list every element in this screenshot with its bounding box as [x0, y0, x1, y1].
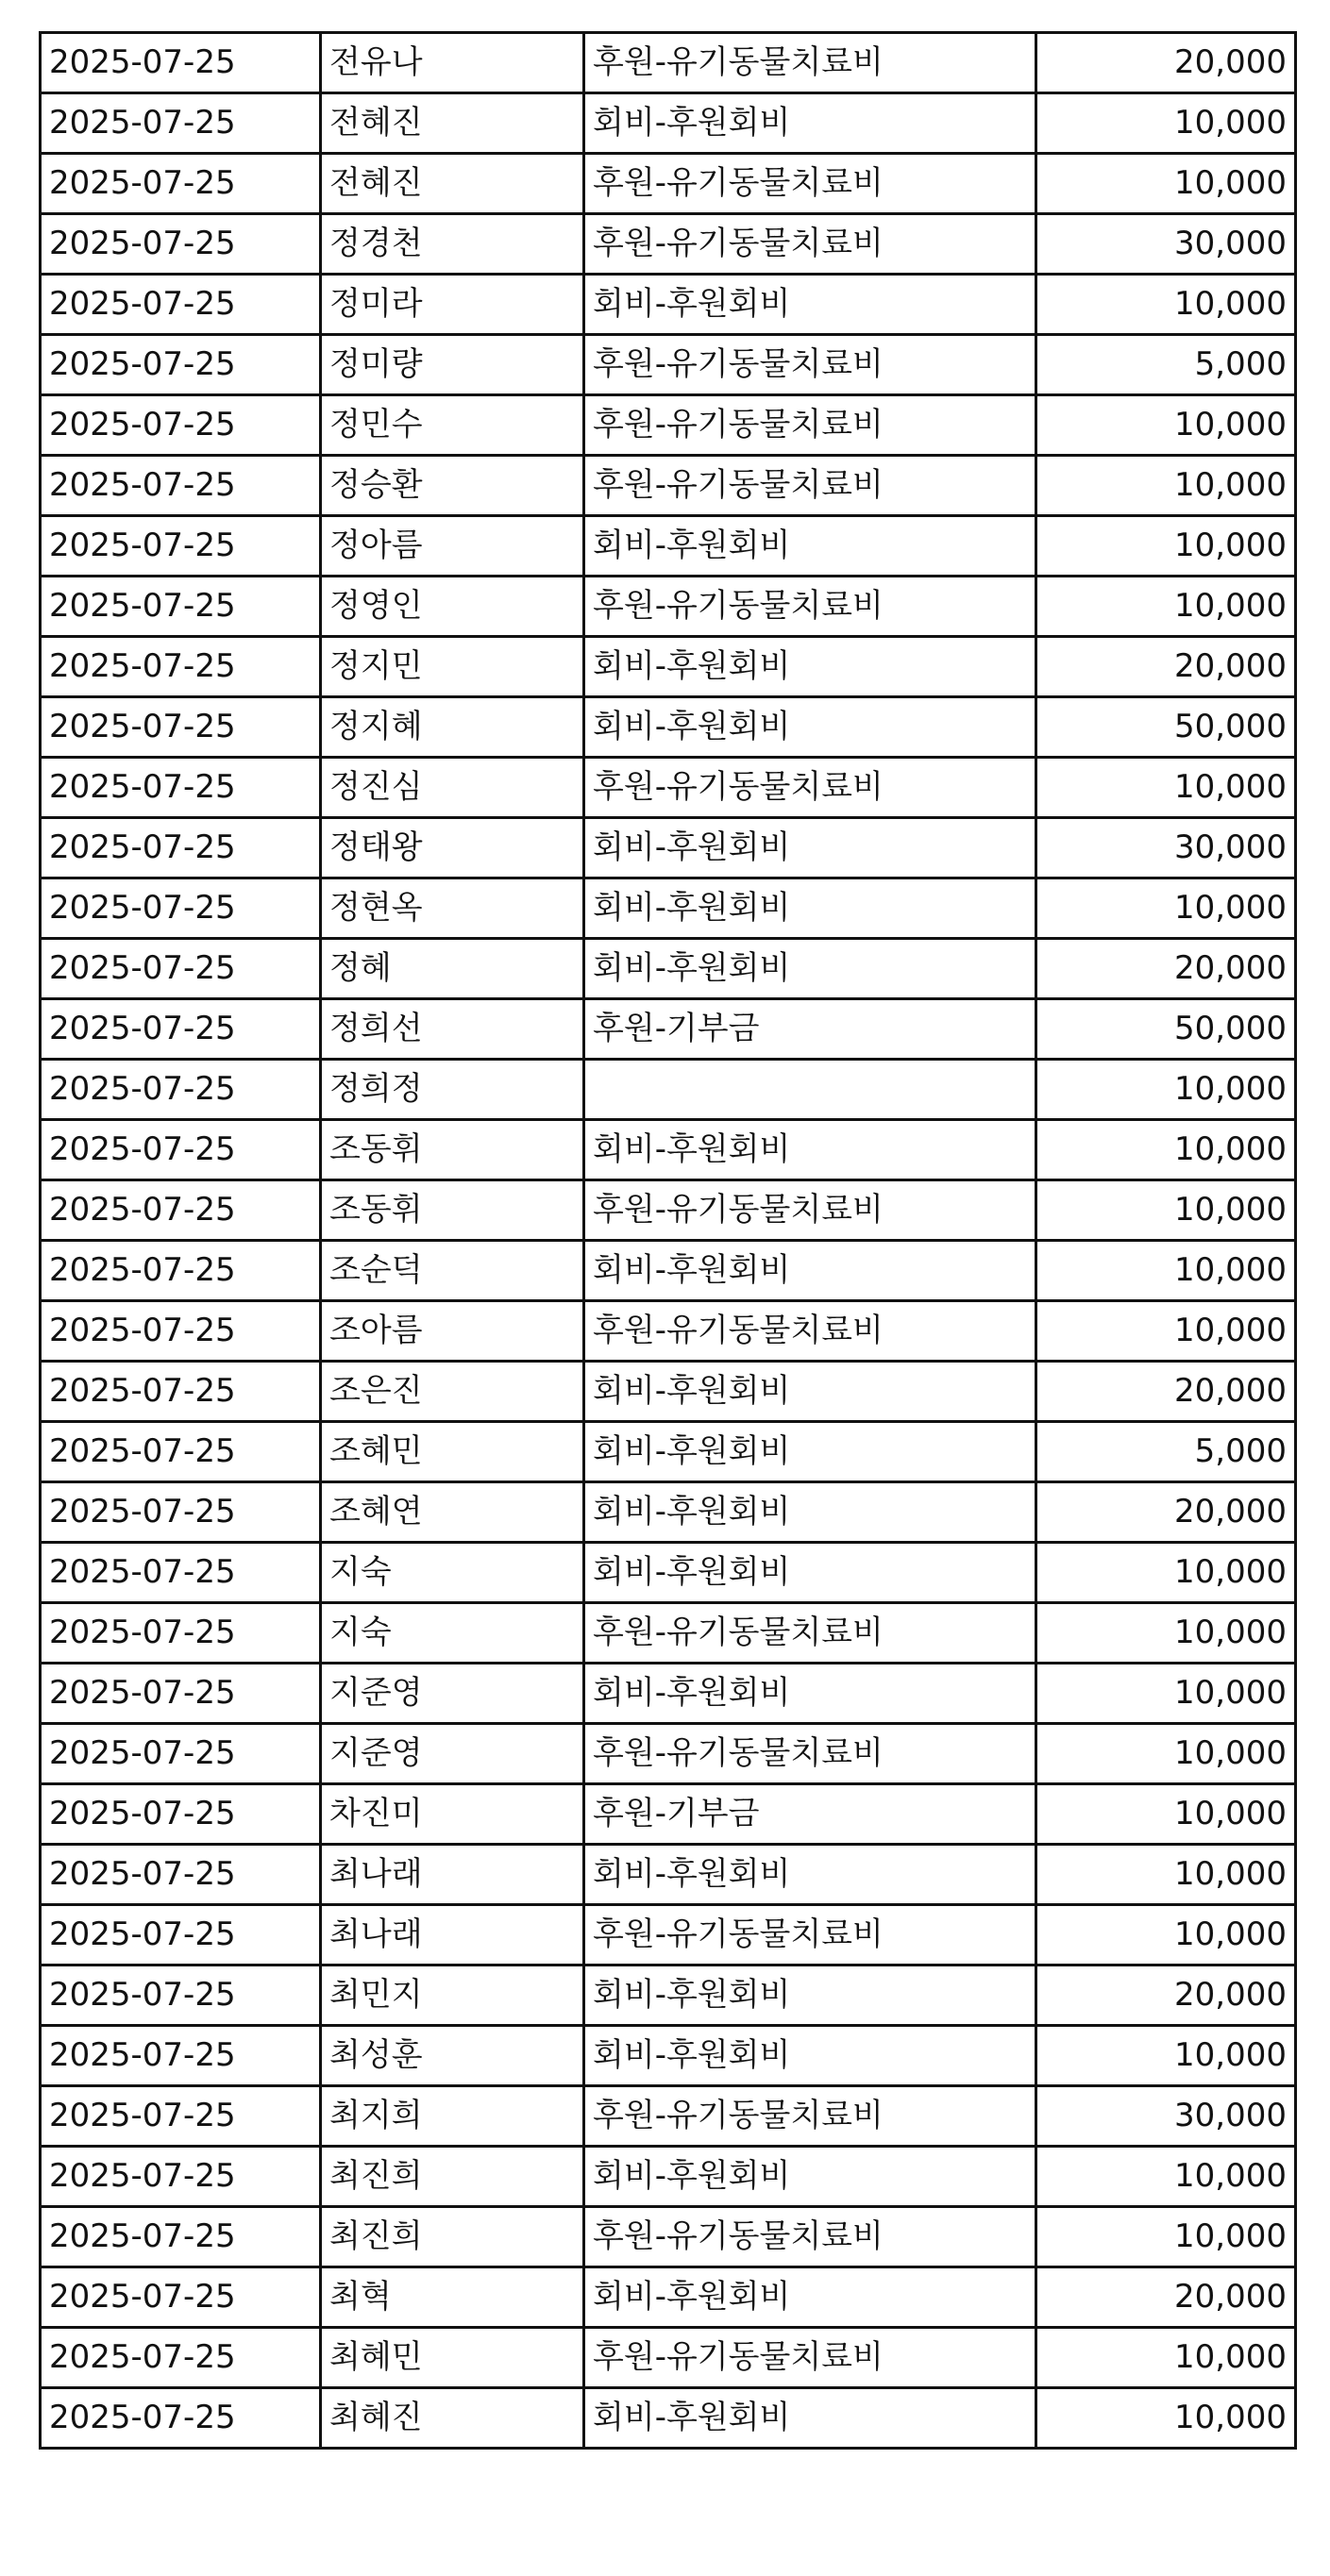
category-cell: 회비-후원회비	[584, 2147, 1036, 2207]
table-row	[41, 818, 1296, 878]
category-cell: 회비-후원회비	[584, 637, 1036, 697]
date-cell: 2025-07-25	[41, 2026, 321, 2086]
amount-cell: 10,000	[1036, 1905, 1296, 1965]
table-row	[41, 1965, 1296, 2026]
table-row	[41, 2388, 1296, 2449]
table-row	[41, 2147, 1296, 2207]
category-cell: 회비-후원회비	[584, 1482, 1036, 1543]
amount-cell: 10,000	[1036, 1664, 1296, 1724]
donor-name-cell: 전혜진	[321, 93, 584, 154]
category-cell: 후원-기부금	[584, 1784, 1036, 1845]
date-cell: 2025-07-25	[41, 1241, 321, 1301]
table-row	[41, 1060, 1296, 1120]
table-row	[41, 758, 1296, 818]
category-cell: 후원-유기동물치료비	[584, 2207, 1036, 2267]
amount-cell: 30,000	[1036, 214, 1296, 275]
amount-cell: 20,000	[1036, 939, 1296, 999]
date-cell: 2025-07-25	[41, 93, 321, 154]
table-row	[41, 1845, 1296, 1905]
amount-cell: 10,000	[1036, 2328, 1296, 2388]
category-cell: 회비-후원회비	[584, 2026, 1036, 2086]
table-row	[41, 999, 1296, 1060]
amount-cell: 5,000	[1036, 1422, 1296, 1482]
donor-name-cell: 정경천	[321, 214, 584, 275]
amount-cell: 50,000	[1036, 697, 1296, 758]
table-row	[41, 154, 1296, 214]
table-row	[41, 2207, 1296, 2267]
category-cell: 회비-후원회비	[584, 2267, 1036, 2328]
date-cell: 2025-07-25	[41, 275, 321, 335]
date-cell: 2025-07-25	[41, 395, 321, 456]
category-cell	[584, 1060, 1036, 1120]
category-cell: 회비-후원회비	[584, 93, 1036, 154]
amount-cell: 10,000	[1036, 395, 1296, 456]
date-cell: 2025-07-25	[41, 1120, 321, 1180]
date-cell: 2025-07-25	[41, 1905, 321, 1965]
category-cell: 후원-유기동물치료비	[584, 758, 1036, 818]
donor-name-cell: 전유나	[321, 33, 584, 93]
category-cell: 회비-후원회비	[584, 1422, 1036, 1482]
category-cell: 회비-후원회비	[584, 1845, 1036, 1905]
date-cell: 2025-07-25	[41, 2147, 321, 2207]
category-cell: 회비-후원회비	[584, 516, 1036, 577]
category-cell: 회비-후원회비	[584, 1120, 1036, 1180]
category-cell: 후원-유기동물치료비	[584, 1301, 1036, 1362]
date-cell: 2025-07-25	[41, 2207, 321, 2267]
donor-name-cell: 최진희	[321, 2147, 584, 2207]
amount-cell: 20,000	[1036, 1482, 1296, 1543]
table-row	[41, 1482, 1296, 1543]
table-row	[41, 214, 1296, 275]
donor-name-cell: 정승환	[321, 456, 584, 516]
donor-name-cell: 조아름	[321, 1301, 584, 1362]
donor-name-cell: 정혜	[321, 939, 584, 999]
table-row	[41, 2328, 1296, 2388]
category-cell: 후원-유기동물치료비	[584, 1905, 1036, 1965]
donor-name-cell: 정민수	[321, 395, 584, 456]
table-row	[41, 637, 1296, 697]
category-cell: 회비-후원회비	[584, 878, 1036, 939]
donor-name-cell: 정미량	[321, 335, 584, 395]
amount-cell: 10,000	[1036, 1301, 1296, 1362]
amount-cell: 10,000	[1036, 1241, 1296, 1301]
category-cell: 회비-후원회비	[584, 818, 1036, 878]
amount-cell: 20,000	[1036, 2267, 1296, 2328]
donor-name-cell: 지숙	[321, 1603, 584, 1664]
date-cell: 2025-07-25	[41, 577, 321, 637]
table-row	[41, 2086, 1296, 2147]
donor-name-cell: 조혜연	[321, 1482, 584, 1543]
table-row	[41, 395, 1296, 456]
table-row	[41, 939, 1296, 999]
donor-name-cell: 조동휘	[321, 1180, 584, 1241]
date-cell: 2025-07-25	[41, 1664, 321, 1724]
donor-name-cell: 조동휘	[321, 1120, 584, 1180]
table-row	[41, 33, 1296, 93]
donor-name-cell: 정미라	[321, 275, 584, 335]
donor-name-cell: 전혜진	[321, 154, 584, 214]
amount-cell: 50,000	[1036, 999, 1296, 1060]
date-cell: 2025-07-25	[41, 214, 321, 275]
donation-ledger-table	[39, 31, 1297, 2450]
amount-cell: 10,000	[1036, 1724, 1296, 1784]
category-cell: 후원-유기동물치료비	[584, 1603, 1036, 1664]
table-row	[41, 2026, 1296, 2086]
category-cell: 후원-유기동물치료비	[584, 335, 1036, 395]
amount-cell: 10,000	[1036, 1784, 1296, 1845]
amount-cell: 10,000	[1036, 516, 1296, 577]
date-cell: 2025-07-25	[41, 697, 321, 758]
table-row	[41, 1784, 1296, 1845]
category-cell: 후원-유기동물치료비	[584, 1180, 1036, 1241]
table-row	[41, 1422, 1296, 1482]
date-cell: 2025-07-25	[41, 2267, 321, 2328]
donor-name-cell: 정아름	[321, 516, 584, 577]
date-cell: 2025-07-25	[41, 335, 321, 395]
category-cell: 회비-후원회비	[584, 1965, 1036, 2026]
amount-cell: 20,000	[1036, 1362, 1296, 1422]
date-cell: 2025-07-25	[41, 637, 321, 697]
donor-name-cell: 지준영	[321, 1664, 584, 1724]
amount-cell: 20,000	[1036, 33, 1296, 93]
table-row	[41, 1543, 1296, 1603]
category-cell: 회비-후원회비	[584, 2388, 1036, 2449]
donor-name-cell: 정지민	[321, 637, 584, 697]
amount-cell: 10,000	[1036, 275, 1296, 335]
category-cell: 후원-유기동물치료비	[584, 2328, 1036, 2388]
date-cell: 2025-07-25	[41, 1422, 321, 1482]
donor-name-cell: 최지희	[321, 2086, 584, 2147]
category-cell: 회비-후원회비	[584, 1664, 1036, 1724]
amount-cell: 20,000	[1036, 1965, 1296, 2026]
donor-name-cell: 조은진	[321, 1362, 584, 1422]
donor-name-cell: 정희정	[321, 1060, 584, 1120]
amount-cell: 5,000	[1036, 335, 1296, 395]
category-cell: 회비-후원회비	[584, 1241, 1036, 1301]
date-cell: 2025-07-25	[41, 1965, 321, 2026]
donor-name-cell: 지준영	[321, 1724, 584, 1784]
donor-name-cell: 최혜민	[321, 2328, 584, 2388]
date-cell: 2025-07-25	[41, 516, 321, 577]
amount-cell: 20,000	[1036, 637, 1296, 697]
category-cell: 후원-유기동물치료비	[584, 456, 1036, 516]
donor-name-cell: 차진미	[321, 1784, 584, 1845]
category-cell: 후원-유기동물치료비	[584, 154, 1036, 214]
table-row	[41, 1241, 1296, 1301]
date-cell: 2025-07-25	[41, 1362, 321, 1422]
amount-cell: 10,000	[1036, 577, 1296, 637]
table-row	[41, 697, 1296, 758]
amount-cell: 10,000	[1036, 456, 1296, 516]
table-row	[41, 1724, 1296, 1784]
table-row	[41, 335, 1296, 395]
date-cell: 2025-07-25	[41, 456, 321, 516]
date-cell: 2025-07-25	[41, 1784, 321, 1845]
donor-name-cell: 최성훈	[321, 2026, 584, 2086]
category-cell: 후원-유기동물치료비	[584, 577, 1036, 637]
date-cell: 2025-07-25	[41, 1845, 321, 1905]
date-cell: 2025-07-25	[41, 1301, 321, 1362]
amount-cell: 10,000	[1036, 1180, 1296, 1241]
table-row	[41, 275, 1296, 335]
amount-cell: 10,000	[1036, 154, 1296, 214]
table-row	[41, 1603, 1296, 1664]
table-row	[41, 1180, 1296, 1241]
table-row	[41, 1362, 1296, 1422]
date-cell: 2025-07-25	[41, 1603, 321, 1664]
amount-cell: 10,000	[1036, 878, 1296, 939]
table-row	[41, 1905, 1296, 1965]
date-cell: 2025-07-25	[41, 758, 321, 818]
date-cell: 2025-07-25	[41, 999, 321, 1060]
table-row	[41, 1664, 1296, 1724]
donor-name-cell: 조순덕	[321, 1241, 584, 1301]
donor-name-cell: 정현옥	[321, 878, 584, 939]
table-row	[41, 577, 1296, 637]
category-cell: 회비-후원회비	[584, 1362, 1036, 1422]
amount-cell: 10,000	[1036, 758, 1296, 818]
amount-cell: 10,000	[1036, 2207, 1296, 2267]
donor-name-cell: 최민지	[321, 1965, 584, 2026]
category-cell: 회비-후원회비	[584, 697, 1036, 758]
category-cell: 후원-유기동물치료비	[584, 1724, 1036, 1784]
donor-name-cell: 정지혜	[321, 697, 584, 758]
date-cell: 2025-07-25	[41, 1724, 321, 1784]
date-cell: 2025-07-25	[41, 2388, 321, 2449]
date-cell: 2025-07-25	[41, 2086, 321, 2147]
amount-cell: 30,000	[1036, 2086, 1296, 2147]
date-cell: 2025-07-25	[41, 878, 321, 939]
donor-name-cell: 최나래	[321, 1845, 584, 1905]
table-row	[41, 1301, 1296, 1362]
amount-cell: 10,000	[1036, 2147, 1296, 2207]
table-row	[41, 878, 1296, 939]
date-cell: 2025-07-25	[41, 939, 321, 999]
donor-name-cell: 조혜민	[321, 1422, 584, 1482]
table-row	[41, 456, 1296, 516]
date-cell: 2025-07-25	[41, 33, 321, 93]
category-cell: 회비-후원회비	[584, 939, 1036, 999]
table-row	[41, 516, 1296, 577]
donor-name-cell: 최혜진	[321, 2388, 584, 2449]
category-cell: 회비-후원회비	[584, 275, 1036, 335]
date-cell: 2025-07-25	[41, 1543, 321, 1603]
date-cell: 2025-07-25	[41, 2328, 321, 2388]
date-cell: 2025-07-25	[41, 154, 321, 214]
donor-name-cell: 최진희	[321, 2207, 584, 2267]
category-cell: 후원-유기동물치료비	[584, 2086, 1036, 2147]
amount-cell: 10,000	[1036, 2388, 1296, 2449]
donor-name-cell: 최나래	[321, 1905, 584, 1965]
donor-name-cell: 정진심	[321, 758, 584, 818]
table-row	[41, 93, 1296, 154]
category-cell: 회비-후원회비	[584, 1543, 1036, 1603]
category-cell: 후원-유기동물치료비	[584, 33, 1036, 93]
amount-cell: 10,000	[1036, 1060, 1296, 1120]
donor-name-cell: 지숙	[321, 1543, 584, 1603]
date-cell: 2025-07-25	[41, 1180, 321, 1241]
table-row	[41, 1120, 1296, 1180]
ledger-body	[41, 33, 1296, 2449]
donor-name-cell: 최혁	[321, 2267, 584, 2328]
donor-name-cell: 정태왕	[321, 818, 584, 878]
date-cell: 2025-07-25	[41, 1060, 321, 1120]
amount-cell: 30,000	[1036, 818, 1296, 878]
amount-cell: 10,000	[1036, 93, 1296, 154]
category-cell: 후원-유기동물치료비	[584, 395, 1036, 456]
date-cell: 2025-07-25	[41, 818, 321, 878]
donor-name-cell: 정영인	[321, 577, 584, 637]
amount-cell: 10,000	[1036, 2026, 1296, 2086]
table-row	[41, 2267, 1296, 2328]
amount-cell: 10,000	[1036, 1120, 1296, 1180]
amount-cell: 10,000	[1036, 1603, 1296, 1664]
category-cell: 후원-기부금	[584, 999, 1036, 1060]
amount-cell: 10,000	[1036, 1845, 1296, 1905]
date-cell: 2025-07-25	[41, 1482, 321, 1543]
donor-name-cell: 정희선	[321, 999, 584, 1060]
amount-cell: 10,000	[1036, 1543, 1296, 1603]
category-cell: 후원-유기동물치료비	[584, 214, 1036, 275]
